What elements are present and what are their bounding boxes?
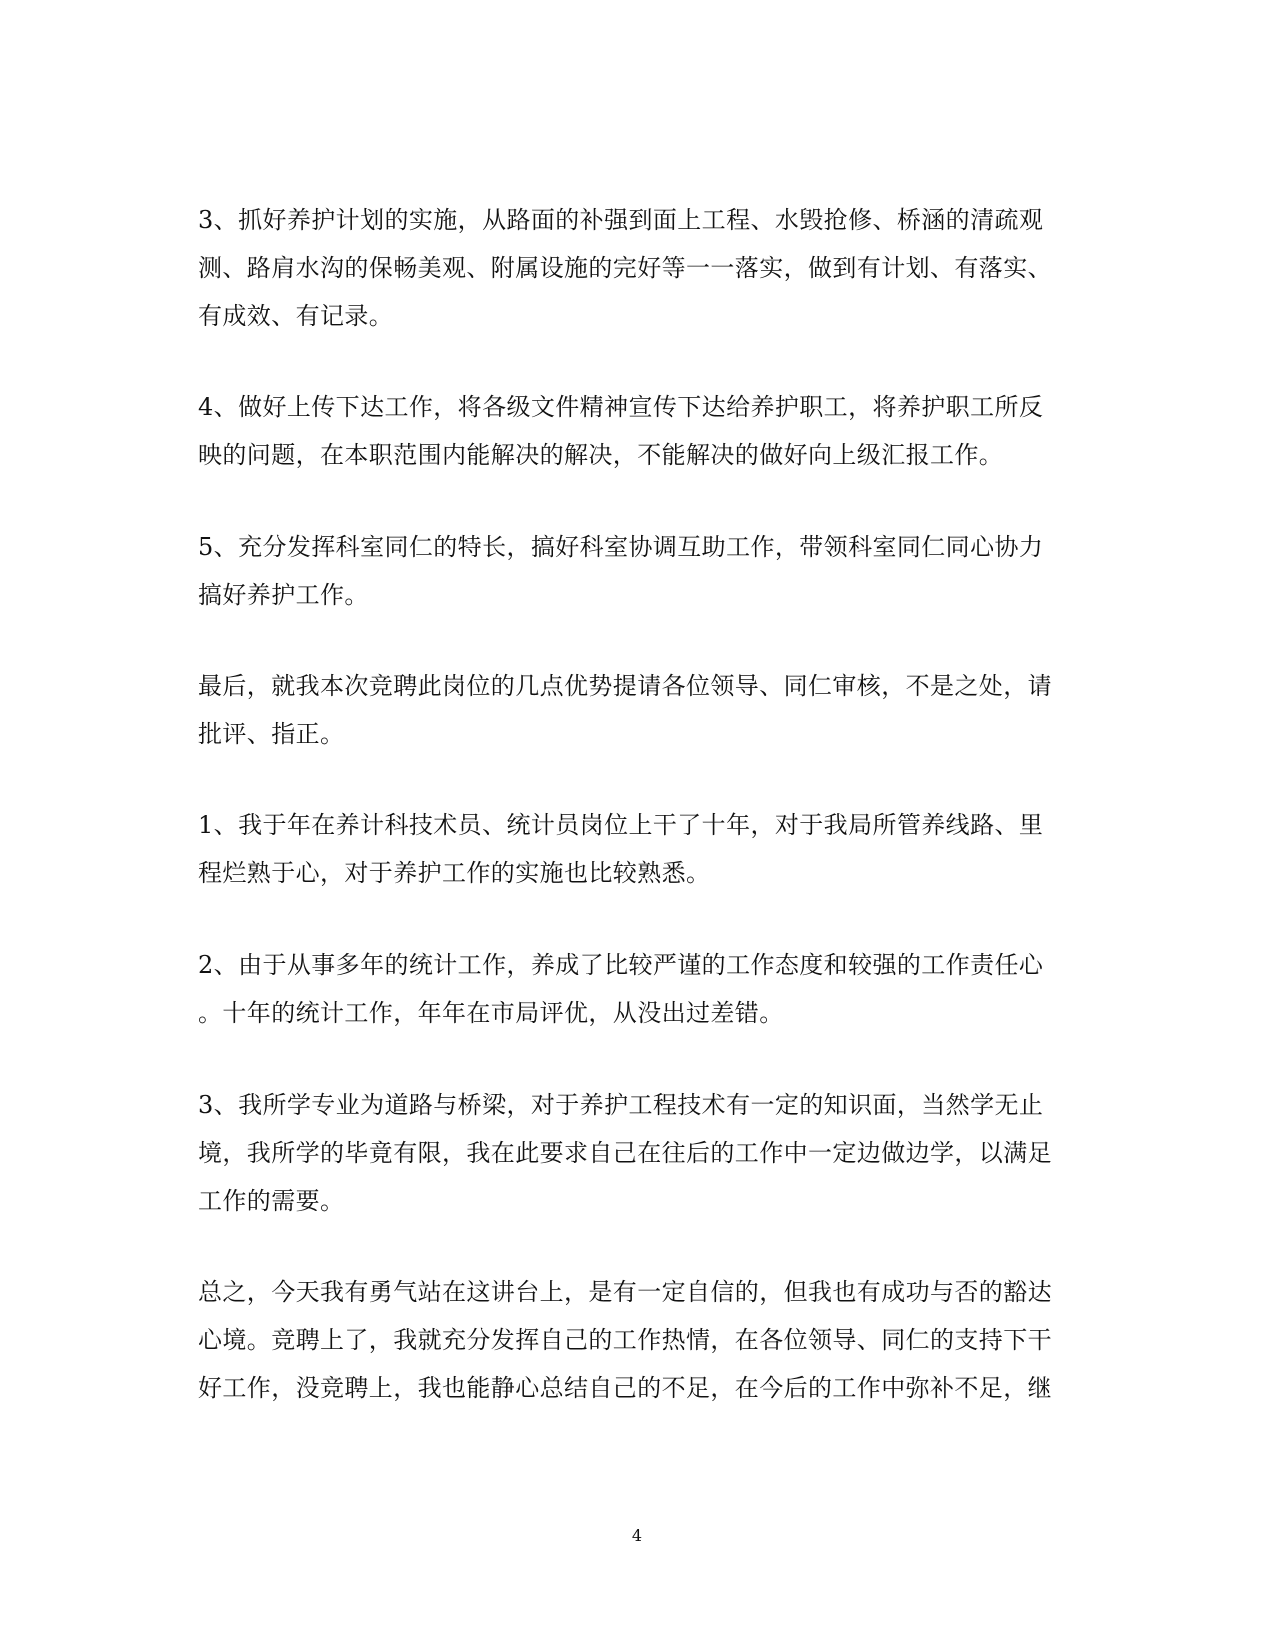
paragraph-statistics [198, 941, 1043, 1037]
paragraph-advantages-intro [198, 662, 1052, 758]
paragraph-experience [198, 801, 1043, 897]
text-line: 4、做好上传下达工作，将各级文件精神宣传下达给养护职工，将养护职工所反 [198, 393, 1044, 421]
text-line: 映的问题，在本职范围内能解决的解决，不能解决的做好向上级汇报工作。 [198, 441, 1004, 469]
text-line: 有成效、有记录。 [198, 302, 394, 330]
text-line: 3、我所学专业为道路与桥梁，对于养护工程技术有一定的知识面，当然学无止 [198, 1091, 1044, 1119]
paragraph-conclusion [198, 1268, 1052, 1412]
text-line: 最后，就我本次竞聘此岗位的几点优势提请各位领导、同仁审核，不是之处，请 [198, 672, 1052, 700]
text-line: 工作的需要。 [198, 1187, 345, 1215]
text-line: 3、抓好养护计划的实施，从路面的补强到面上工程、水毁抢修、桥涵的清疏观 [198, 206, 1044, 234]
text-line: 。十年的统计工作，年年在市局评优，从没出过差错。 [198, 999, 784, 1027]
text-line: 境，我所学的毕竟有限，我在此要求自己在往后的工作中一定边做边学，以满足 [198, 1139, 1052, 1167]
text-line: 2、由于从事多年的统计工作，养成了比较严谨的工作态度和较强的工作责任心 [198, 951, 1044, 979]
paragraph-teamwork [198, 523, 1043, 619]
page-number: 4 [631, 1526, 643, 1545]
text-line: 1、我于年在养计科技术员、统计员岗位上干了十年，对于我局所管养线路、里 [198, 811, 1044, 839]
text-line: 总之，今天我有勇气站在这讲台上，是有一定自信的，但我也有成功与否的豁达 [198, 1278, 1052, 1306]
text-line: 搞好养护工作。 [198, 581, 369, 609]
paragraph-education [198, 1081, 1052, 1225]
text-line: 好工作，没竞聘上，我也能静心总结自己的不足，在今后的工作中弥补不足，继 [198, 1374, 1052, 1402]
text-line: 批评、指正。 [198, 720, 345, 748]
text-line: 心境。竞聘上了，我就充分发挥自己的工作热情，在各位领导、同仁的支持下干 [198, 1326, 1052, 1354]
paragraph-maintenance-plan [198, 196, 1052, 340]
text-line: 5、充分发挥科室同仁的特长，搞好科室协调互助工作，带领科室同仁同心协力 [198, 533, 1044, 561]
text-line: 程烂熟于心，对于养护工作的实施也比较熟悉。 [198, 859, 711, 887]
text-line: 测、路肩水沟的保畅美观、附属设施的完好等一一落实，做到有计划、有落实、 [198, 254, 1052, 282]
paragraph-communication [198, 383, 1043, 479]
